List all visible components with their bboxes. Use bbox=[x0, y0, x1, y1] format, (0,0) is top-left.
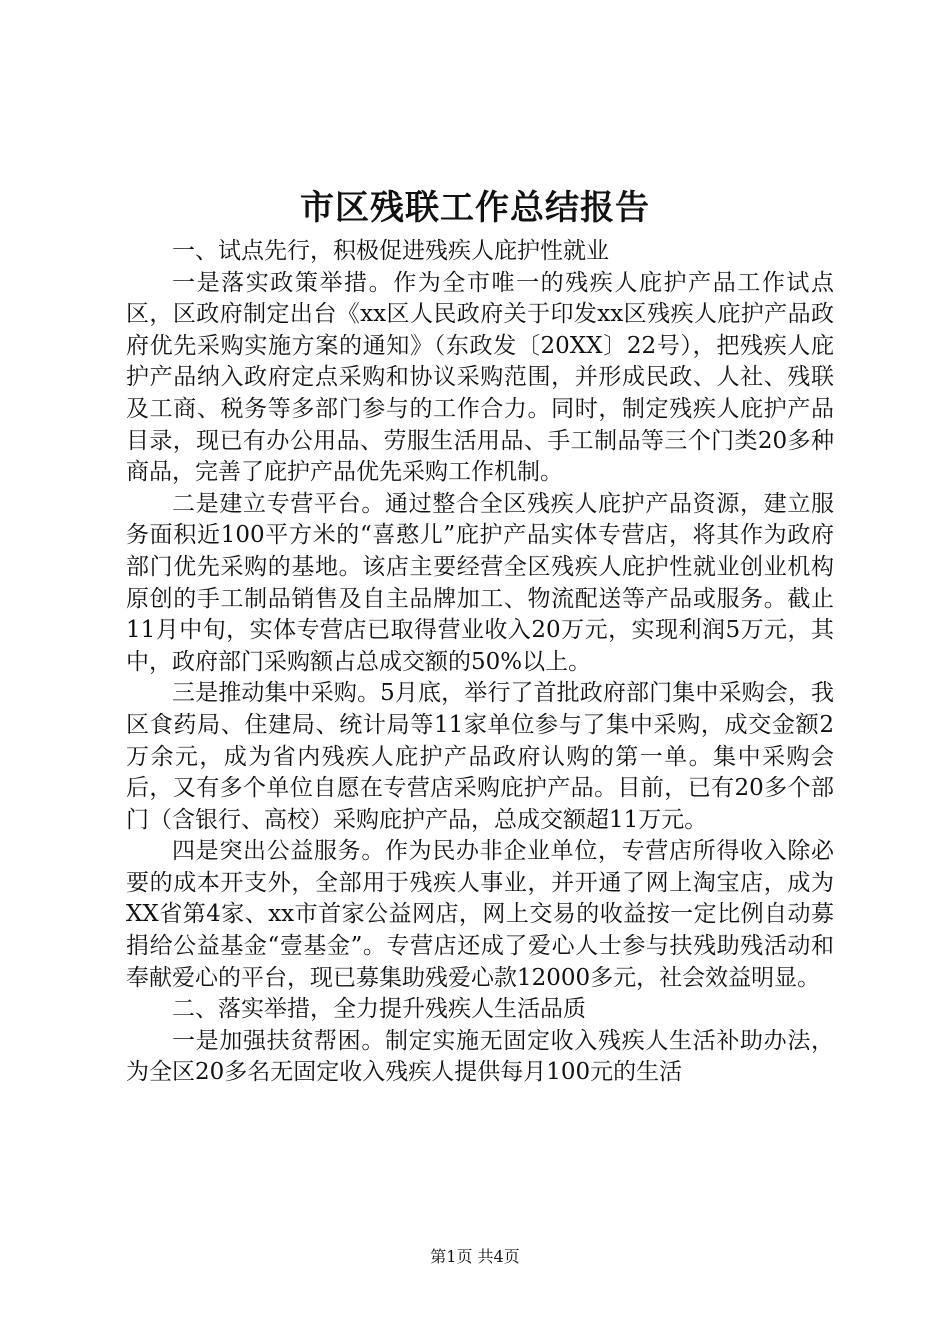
section-heading: 一、试点先行，积极促进残疾人庇护性就业 bbox=[172, 238, 609, 264]
document-title: 市区残联工作总结报告 bbox=[300, 188, 650, 228]
body-paragraph: 一是加强扶贫帮困。制定实施无固定收入残疾人生活补助办法，为全区20多名无固定收入残疾人提供每月100元的生活 bbox=[126, 1027, 834, 1086]
body-paragraph: 四是突出公益服务。作为民办非企业单位，专营店所得收入除必要的成本开支外，全部用于残疾人事业，并开通了网上淘宝店，成为XX省第4家、xx市首家公益网店，网上交易的收益按一定比例自动募捐给公益基金“壹基金”。专营店还成了爱心人士参与扶残助残活动和奉献爱心的平台，现已募集助残爱心款12000多元，社会效益明显。 bbox=[126, 838, 834, 991]
body-paragraph: 二是建立专营平台。通过整合全区残疾人庇护产品资源，建立服务面积近100平方米的“喜憨儿”庇护产品实体专营店，将其作为政府部门优先采购的基地。该店主要经营全区残疾人庇护性就业创业机构原创的手工制品销售及自主品牌加工、物流配送等产品或服务。截止11月中旬，实体专营店已取得营业收入20万元，实现利润5万元，其中，政府部门采购额占总成交额的50%以上。 bbox=[126, 490, 834, 675]
body-paragraph: 一是落实政策举措。作为全市唯一的残疾人庇护产品工作试点区，区政府制定出台《xx区人民政府关于印发xx区残疾人庇护产品政府优先采购实施方案的通知》（东政发〔20XX〕22号），把残疾人庇护产品纳入政府定点采购和协议采购范围，并形成民政、人社、残联及工商、税务等多部门参与的工作合力。同时，制定残疾人庇护产品目录，现已有办公用品、劳服生活用品、手工制品等三个门类20多种商品，完善了庇护产品优先采购工作机制。 bbox=[126, 269, 834, 486]
page-footer: 第1页 共4页 bbox=[430, 1247, 520, 1266]
section-heading: 二、落实举措，全力提升残疾人生活品质 bbox=[172, 996, 586, 1023]
document-body bbox=[126, 236, 834, 1089]
body-paragraph: 三是推动集中采购。5月底，举行了首批政府部门集中采购会，我区食药局、住建局、统计局等11家单位参与了集中采购，成交金额2万余元，成为省内残疾人庇护产品政府认购的第一单。集中采购会后，又有多个单位自愿在专营店采购庇护产品。目前，已有20多个部门（含银行、高校）采购庇护产品，总成交额超11万元。 bbox=[126, 680, 834, 833]
